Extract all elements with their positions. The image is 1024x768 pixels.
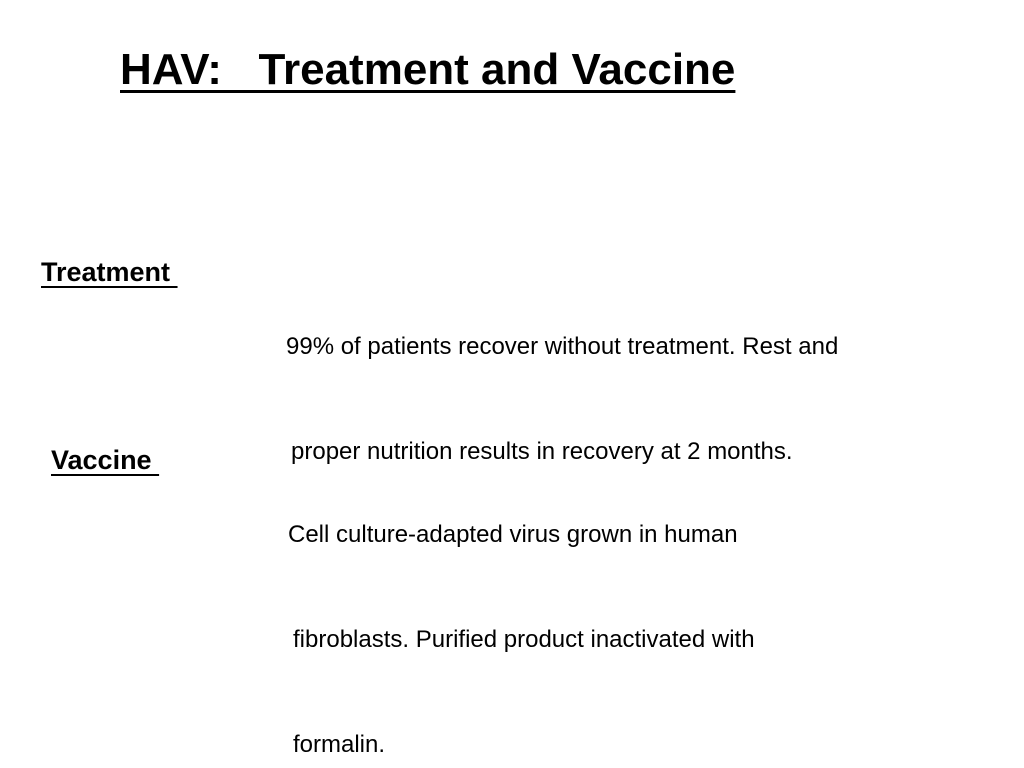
treatment-heading: Treatment	[41, 257, 178, 287]
vaccine-line-1: Cell culture-adapted virus grown in human	[288, 521, 738, 548]
vaccine-description	[288, 447, 755, 768]
vaccine-heading: Vaccine	[51, 445, 160, 475]
treatment-line-2: proper nutrition results in recovery at 2 months.	[291, 438, 793, 465]
slide-title: HAV: Treatment and Vaccine	[120, 45, 736, 94]
treatment-line-1: 99% of patients recover without treatment. Rest and	[286, 333, 839, 360]
vaccine-line-3: formalin.	[293, 731, 386, 758]
vaccine-line-2: fibroblasts. Purified product inactivated with	[293, 626, 755, 653]
